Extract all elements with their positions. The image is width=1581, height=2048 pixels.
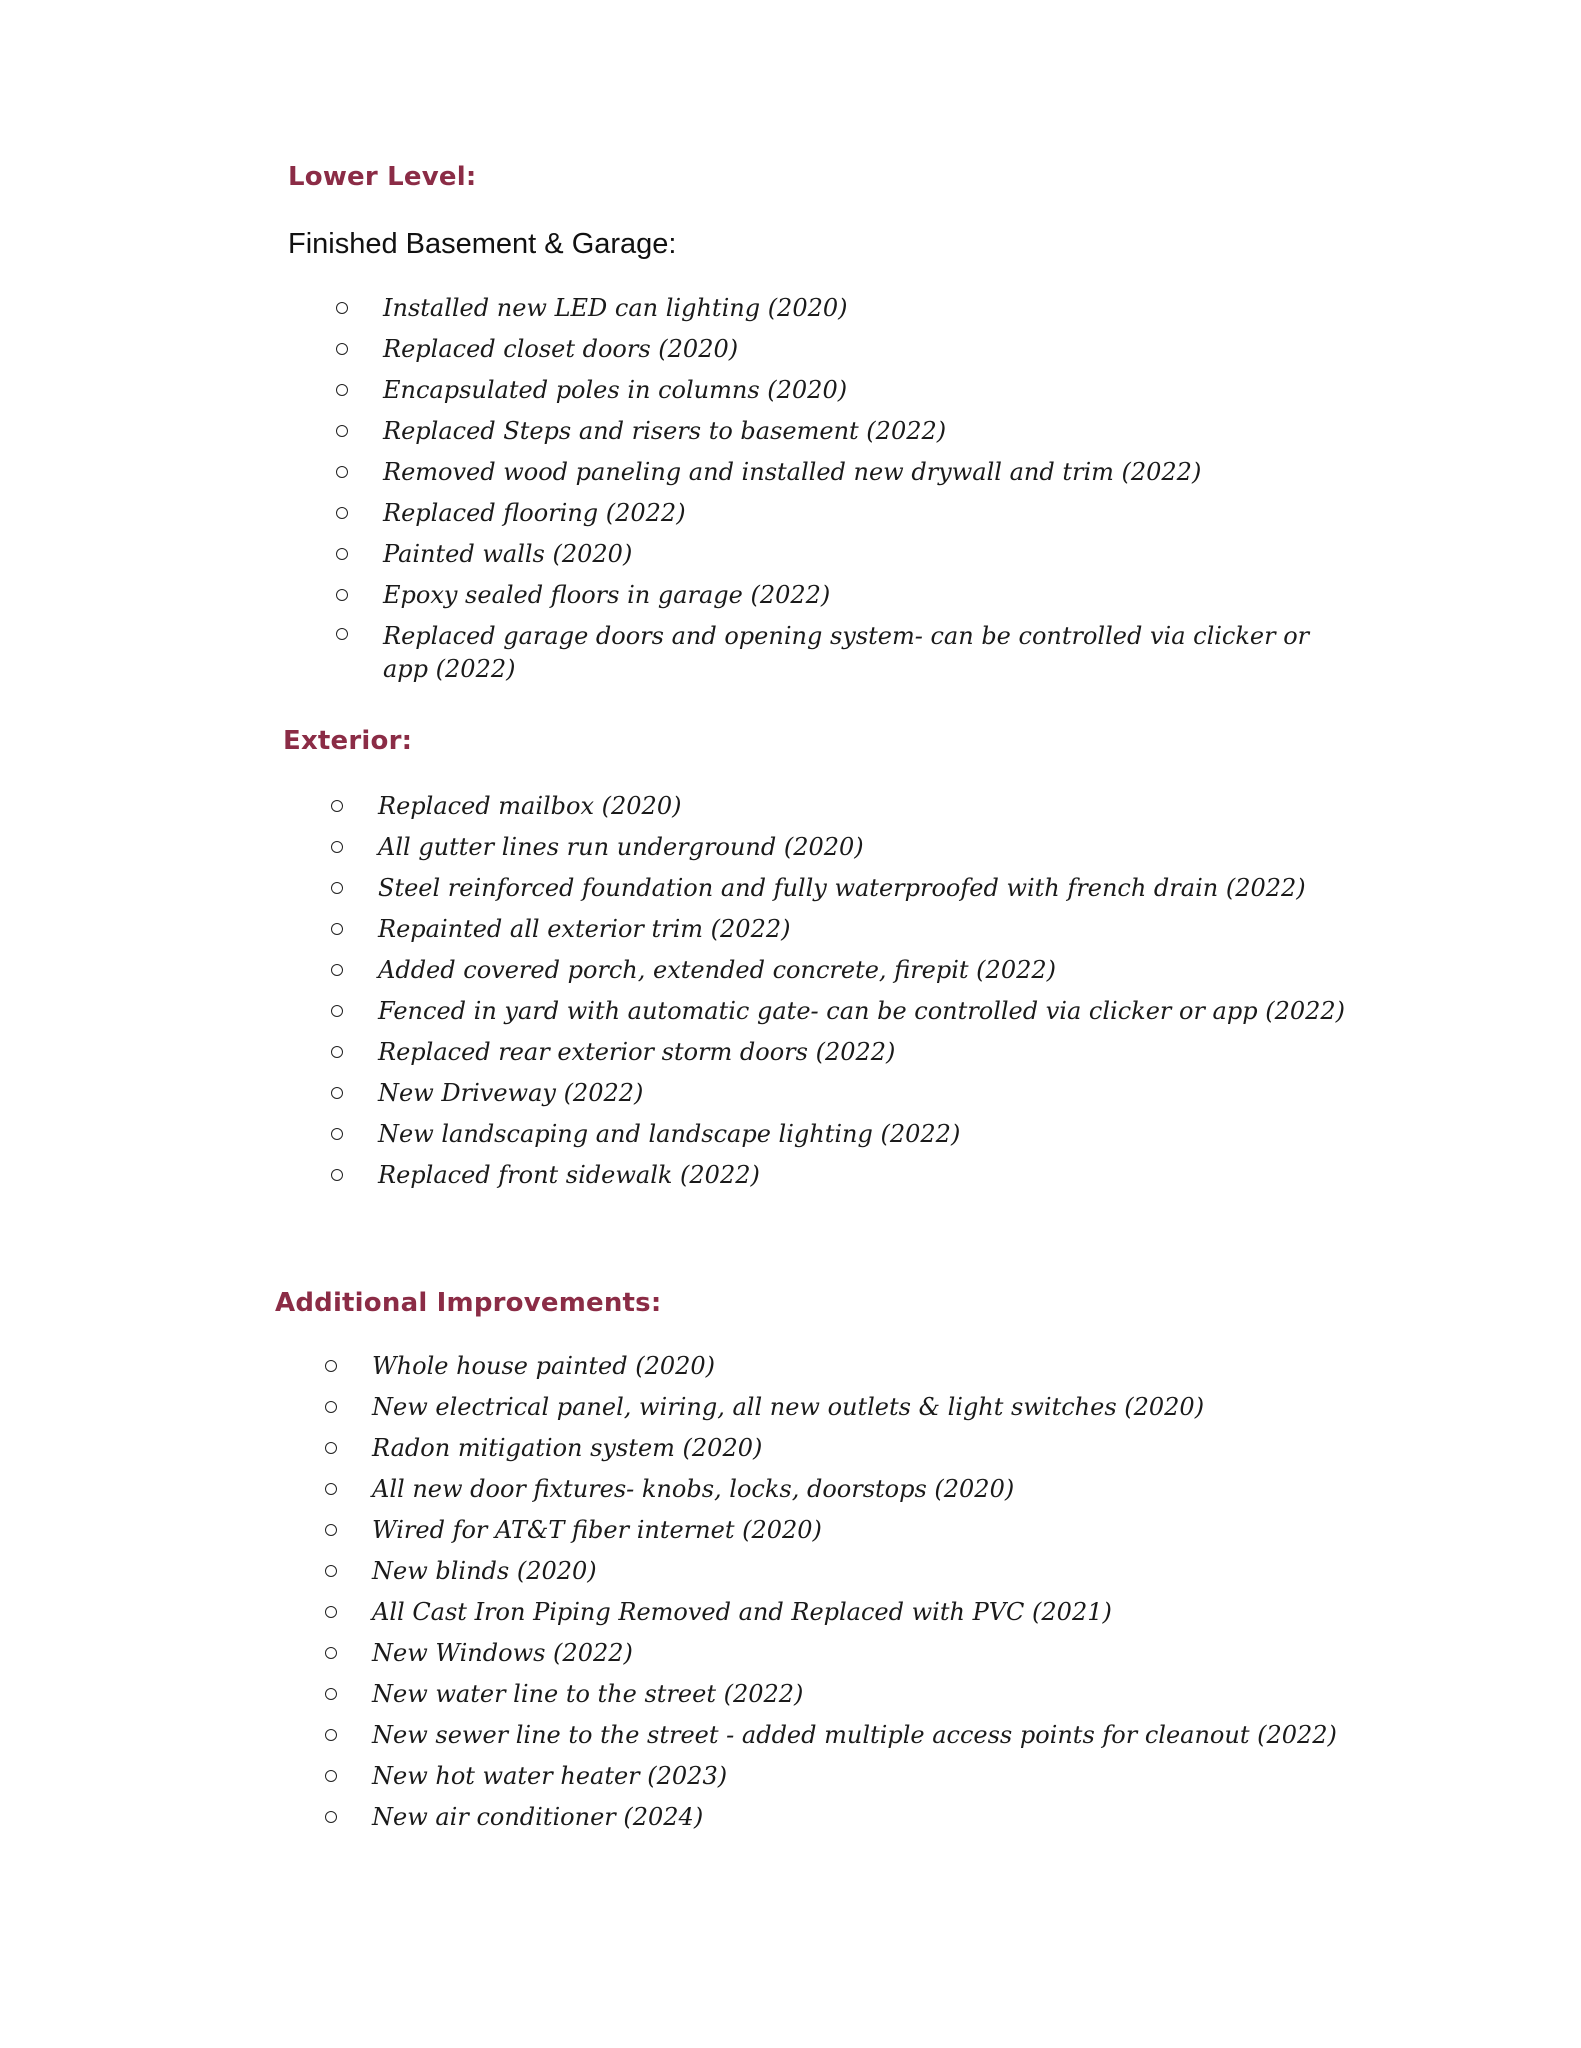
list-item [333,288,1333,329]
hollow-circle-bullet-icon [325,1688,337,1700]
list-item-text: Steel reinforced foundation and fully waterproofed with french drain (2022) [378,874,1306,902]
hollow-circle-bullet-icon [325,1729,337,1741]
list-item-text: Installed new LED can lighting (2020) [383,294,848,322]
hollow-circle-bullet-icon [325,1606,337,1618]
list-item [328,786,1378,827]
list-item [328,1032,1378,1073]
list-item-text: New Driveway (2022) [378,1079,644,1107]
list-item [333,452,1333,493]
list-item-text: New sewer line to the street - added multiple access points for cleanout (2022) [372,1721,1337,1749]
list-item-text: Replaced closet doors (2020) [383,335,739,363]
hollow-circle-bullet-icon [331,1005,343,1017]
list-item [328,991,1378,1032]
hollow-circle-bullet-icon [336,384,348,396]
list-item-text: Epoxy sealed floors in garage (2022) [383,581,831,609]
list-item-text: New Windows (2022) [372,1639,633,1667]
list-item-text: All Cast Iron Piping Removed and Replaced with PVC (2021) [372,1598,1112,1626]
hollow-circle-bullet-icon [331,1169,343,1181]
list-item [328,868,1378,909]
list-item-text: Whole house painted (2020) [372,1352,716,1380]
list-item-text: Fenced in yard with automatic gate- can be controlled via clicker or app (2022) [378,997,1346,1025]
list-item [328,1155,1378,1196]
hollow-circle-bullet-icon [336,507,348,519]
hollow-circle-bullet-icon [325,1524,337,1536]
hollow-circle-bullet-icon [336,466,348,478]
hollow-circle-bullet-icon [325,1360,337,1372]
list-item-text: New electrical panel, wiring, all new outlets & light switches (2020) [372,1393,1205,1421]
list-item-text: New blinds (2020) [372,1557,597,1585]
list-item-text: Painted walls (2020) [383,540,633,568]
hollow-circle-bullet-icon [336,589,348,601]
list-item [328,909,1378,950]
hollow-circle-bullet-icon [325,1565,337,1577]
list-item-text: Wired for AT&T fiber internet (2020) [372,1516,822,1544]
hollow-circle-bullet-icon [325,1401,337,1413]
list-item [322,1469,1382,1510]
hollow-circle-bullet-icon [331,964,343,976]
hollow-circle-bullet-icon [331,1128,343,1140]
list-item [328,1073,1378,1114]
list-item [322,1633,1382,1674]
list-item [333,411,1333,452]
list-item [333,493,1333,534]
hollow-circle-bullet-icon [336,425,348,437]
list-item [328,827,1378,868]
list-item [322,1387,1382,1428]
hollow-circle-bullet-icon [336,343,348,355]
additional-improvements-list [322,1346,1382,1838]
list-item [328,1114,1378,1155]
list-item [322,1428,1382,1469]
list-item [333,370,1333,411]
hollow-circle-bullet-icon [331,882,343,894]
hollow-circle-bullet-icon [331,923,343,935]
list-item-text: New air conditioner (2024) [372,1803,704,1831]
list-item-text: All new door fixtures- knobs, locks, doorstops (2020) [372,1475,1015,1503]
list-item-text: Replaced front sidewalk (2022) [378,1161,760,1189]
list-item-text: Added covered porch, extended concrete, firepit (2022) [378,956,1056,984]
list-item [322,1551,1382,1592]
list-item-text: Radon mitigation system (2020) [372,1434,763,1462]
list-item-text: New hot water heater (2023) [372,1762,728,1790]
lower-level-list [333,288,1333,690]
list-item [333,616,1333,690]
additional-improvements-heading: Additional Improvements: [275,1288,662,1318]
list-item [333,329,1333,370]
hollow-circle-bullet-icon [325,1811,337,1823]
list-item [322,1715,1382,1756]
list-item-text: Removed wood paneling and installed new drywall and trim (2022) [383,458,1202,486]
list-item [322,1797,1382,1838]
hollow-circle-bullet-icon [331,800,343,812]
list-item [322,1674,1382,1715]
hollow-circle-bullet-icon [336,302,348,314]
lower-level-heading: Lower Level: [288,162,477,192]
list-item [322,1510,1382,1551]
basement-garage-subheading: Finished Basement & Garage: [288,228,677,260]
list-item-text: Replaced mailbox (2020) [378,792,682,820]
hollow-circle-bullet-icon [325,1483,337,1495]
exterior-list [328,786,1378,1196]
list-item-text: New water line to the street (2022) [372,1680,804,1708]
list-item-text: Replaced garage doors and opening system- can be controlled via clicker or app (2022) [383,622,1310,683]
list-item-text: Encapsulated poles in columns (2020) [383,376,848,404]
list-item-text: All gutter lines run underground (2020) [378,833,864,861]
hollow-circle-bullet-icon [331,1046,343,1058]
list-item-text: New landscaping and landscape lighting (2022) [378,1120,961,1148]
list-item-text: Replaced rear exterior storm doors (2022) [378,1038,896,1066]
list-item [322,1346,1382,1387]
list-item-text: Replaced flooring (2022) [383,499,686,527]
hollow-circle-bullet-icon [331,1087,343,1099]
list-item [333,575,1333,616]
list-item [328,950,1378,991]
hollow-circle-bullet-icon [336,628,348,640]
list-item [333,534,1333,575]
list-item [322,1592,1382,1633]
hollow-circle-bullet-icon [325,1442,337,1454]
hollow-circle-bullet-icon [331,841,343,853]
list-item-text: Repainted all exterior trim (2022) [378,915,791,943]
list-item-text: Replaced Steps and risers to basement (2022) [383,417,947,445]
exterior-heading: Exterior: [283,726,413,756]
list-item [322,1756,1382,1797]
hollow-circle-bullet-icon [325,1770,337,1782]
hollow-circle-bullet-icon [336,548,348,560]
hollow-circle-bullet-icon [325,1647,337,1659]
